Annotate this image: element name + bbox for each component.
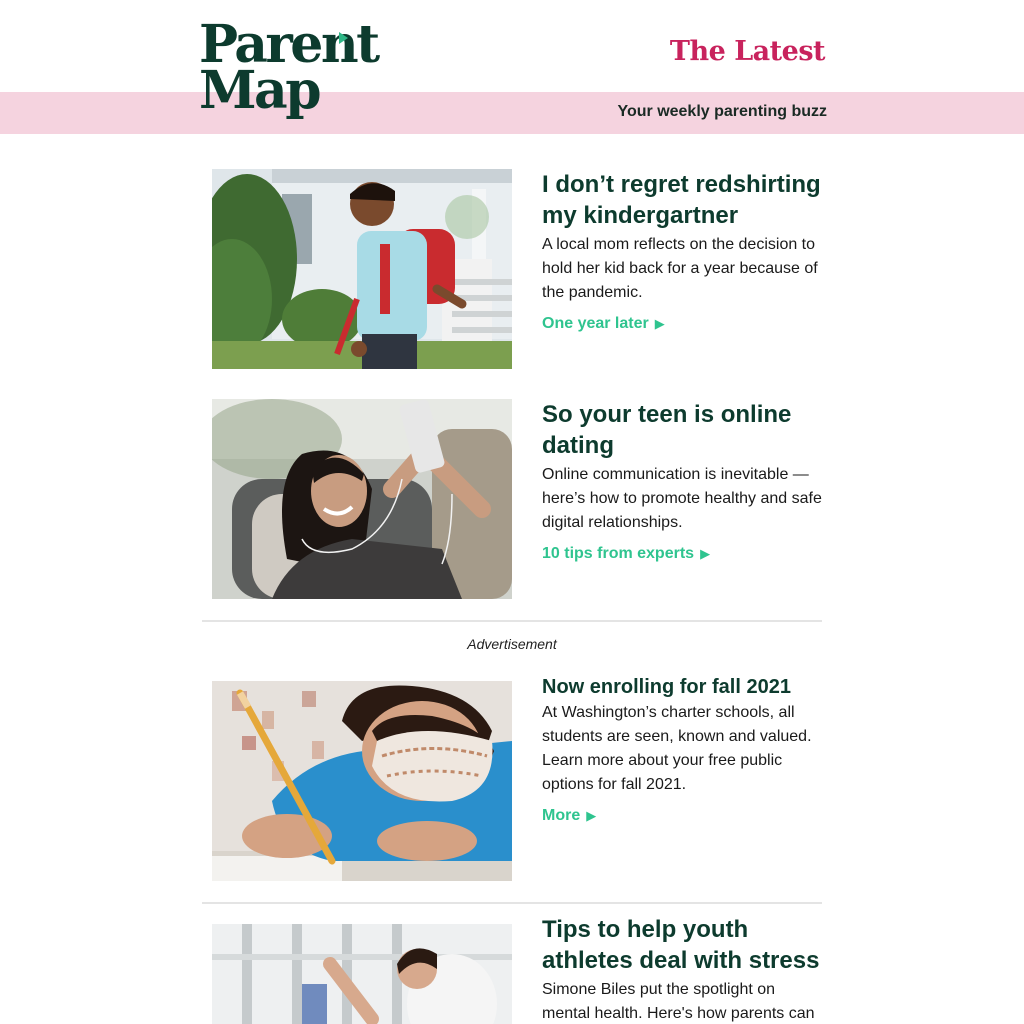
ad-link[interactable]: [542, 807, 596, 825]
article-title[interactable]: Tips to help youth athletes deal with stress: [542, 916, 820, 974]
play-triangle-icon: ▶: [654, 316, 665, 331]
play-triangle-icon: ▶: [700, 546, 711, 561]
link-label: 10 tips from experts: [542, 545, 695, 562]
logo-line-1: Parent: [199, 14, 378, 75]
divider: [202, 902, 822, 904]
article-image-high-five[interactable]: [212, 924, 512, 1024]
section-title: The Latest: [669, 36, 825, 67]
advertisement-label: Advertisement: [467, 636, 557, 652]
parentmap-logo[interactable]: [199, 14, 378, 124]
play-triangle-icon: ▶: [586, 808, 597, 823]
ad-title[interactable]: Now enrolling for fall 2021: [542, 676, 791, 698]
article-text: [542, 169, 827, 333]
article-image-boy-backpack[interactable]: [212, 169, 512, 369]
article-title[interactable]: I don’t regret redshirting my kindergartner: [542, 171, 821, 229]
link-label: One year later: [542, 315, 649, 332]
article-text: [542, 914, 827, 1024]
logo-line-2: Map: [199, 60, 320, 121]
tagline-band: [0, 92, 1024, 134]
article-title[interactable]: So your teen is online dating: [542, 401, 792, 459]
article-description: A local mom reflects on the decision to hold her kid back for a year because of the pandemic.: [542, 236, 818, 301]
article-link[interactable]: [542, 545, 710, 563]
ad-description: At Washington’s charter schools, all students are seen, known and valued. Learn more about your free public options for fall 2021.: [542, 704, 812, 793]
article-text: [542, 675, 827, 825]
divider: [202, 620, 822, 622]
article-text: [542, 399, 827, 563]
logo-triangle-icon: [339, 32, 348, 44]
article-description: Online communication is inevitable — here’s how to promote healthy and safe digital relationships.: [542, 466, 822, 531]
link-label: More: [542, 807, 581, 824]
article-description: Simone Biles put the spotlight on mental health. Here's how parents can: [542, 981, 815, 1022]
tagline: Your weekly parenting buzz: [617, 103, 827, 120]
article-image-teen-phone[interactable]: [212, 399, 512, 599]
article-image-masked-student[interactable]: [212, 681, 512, 881]
article-link[interactable]: [542, 315, 665, 333]
